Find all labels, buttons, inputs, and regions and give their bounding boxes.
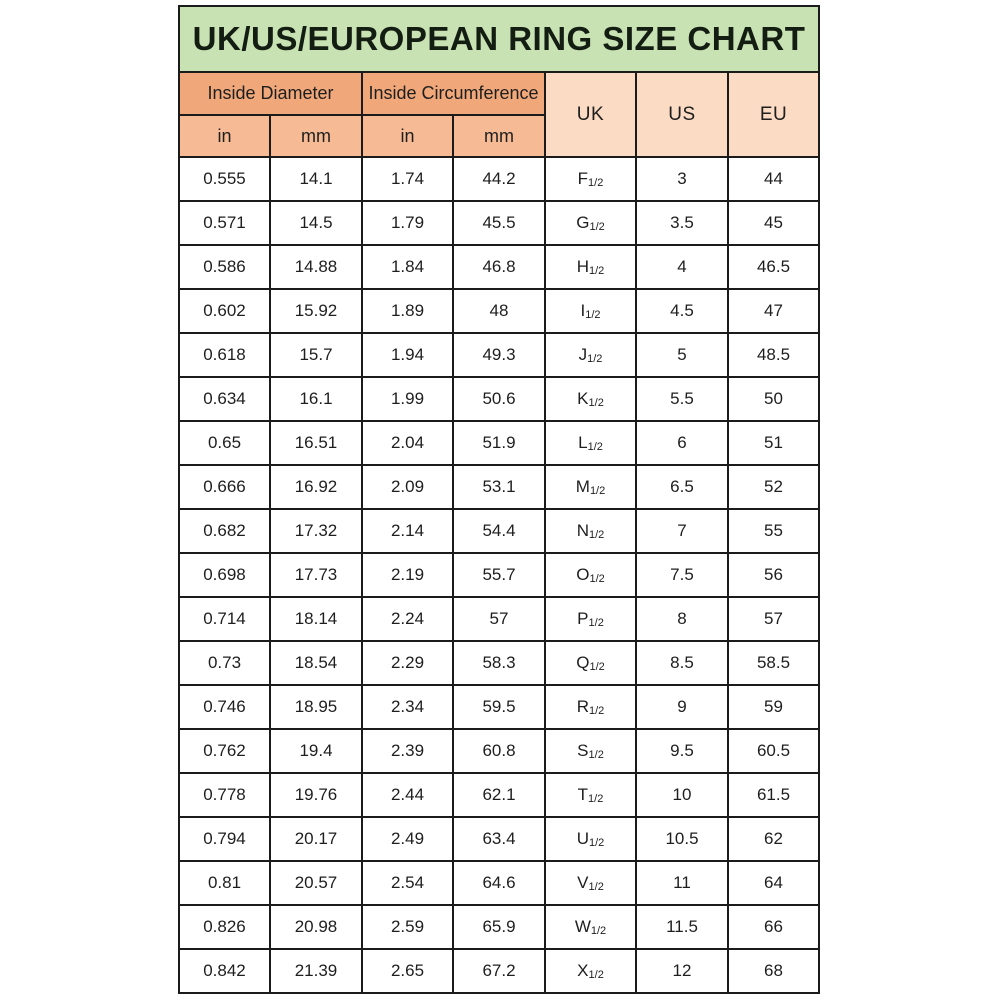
cell-circumference-mm: 60.8 <box>453 729 545 773</box>
cell-diameter-in: 0.714 <box>179 597 270 641</box>
uk-size-letter: U <box>576 829 589 848</box>
uk-size-letter: O <box>576 565 590 584</box>
cell-circumference-in: 1.89 <box>362 289 453 333</box>
table-row <box>179 289 819 333</box>
cell-diameter-mm: 14.1 <box>270 157 362 201</box>
uk-size-letter: Q <box>576 653 590 672</box>
table-row <box>179 685 819 729</box>
cell-us-size: 12 <box>636 949 728 993</box>
uk-size-letter: J <box>578 345 588 364</box>
uk-size-letter: W <box>574 917 591 936</box>
table-row <box>179 245 819 289</box>
uk-size-fraction: 1/2 <box>589 661 605 673</box>
table-row <box>179 157 819 201</box>
cell-circumference-mm: 64.6 <box>453 861 545 905</box>
cell-circumference-mm: 44.2 <box>453 157 545 201</box>
cell-circumference-in: 2.44 <box>362 773 453 817</box>
cell-diameter-in: 0.618 <box>179 333 270 377</box>
cell-eu-size: 61.5 <box>728 773 819 817</box>
uk-size-letter: N <box>576 521 589 540</box>
uk-size-letter: T <box>577 785 589 804</box>
cell-us-size: 7.5 <box>636 553 728 597</box>
cell-eu-size: 44 <box>728 157 819 201</box>
cell-circumference-in: 2.09 <box>362 465 453 509</box>
uk-size-fraction: 1/2 <box>585 309 601 321</box>
cell-circumference-mm: 57 <box>453 597 545 641</box>
uk-size-fraction: 1/2 <box>587 441 603 453</box>
cell-uk-size <box>545 421 636 465</box>
cell-uk-size <box>545 641 636 685</box>
uk-size-fraction: 1/2 <box>588 969 604 981</box>
cell-us-size: 5.5 <box>636 377 728 421</box>
table-row <box>179 553 819 597</box>
uk-size-letter: H <box>576 257 589 276</box>
cell-circumference-in: 2.54 <box>362 861 453 905</box>
cell-diameter-in: 0.842 <box>179 949 270 993</box>
uk-size-fraction: 1/2 <box>588 177 604 189</box>
cell-diameter-in: 0.602 <box>179 289 270 333</box>
uk-size-fraction: 1/2 <box>589 573 605 585</box>
cell-us-size: 9.5 <box>636 729 728 773</box>
cell-uk-size <box>545 289 636 333</box>
cell-diameter-in: 0.762 <box>179 729 270 773</box>
cell-circumference-mm: 53.1 <box>453 465 545 509</box>
uk-size-letter: P <box>577 609 589 628</box>
table-row <box>179 333 819 377</box>
cell-diameter-mm: 19.76 <box>270 773 362 817</box>
cell-diameter-mm: 21.39 <box>270 949 362 993</box>
cell-us-size: 6.5 <box>636 465 728 509</box>
cell-diameter-mm: 20.57 <box>270 861 362 905</box>
cell-circumference-in: 2.14 <box>362 509 453 553</box>
unit-header-circumference-mm: mm <box>453 115 545 157</box>
uk-size-fraction: 1/2 <box>588 705 605 717</box>
cell-us-size: 6 <box>636 421 728 465</box>
cell-diameter-in: 0.826 <box>179 905 270 949</box>
cell-eu-size: 52 <box>728 465 819 509</box>
cell-diameter-mm: 16.51 <box>270 421 362 465</box>
group-header-row <box>179 72 819 115</box>
table-row <box>179 817 819 861</box>
uk-size-letter: V <box>577 873 589 892</box>
cell-diameter-in: 0.682 <box>179 509 270 553</box>
cell-us-size: 3.5 <box>636 201 728 245</box>
uk-size-fraction: 1/2 <box>588 837 605 849</box>
cell-uk-size <box>545 201 636 245</box>
uk-size-fraction: 1/2 <box>590 925 607 937</box>
cell-eu-size: 51 <box>728 421 819 465</box>
uk-size-fraction: 1/2 <box>588 881 604 893</box>
cell-uk-size <box>545 377 636 421</box>
unit-header-circumference-in: in <box>362 115 453 157</box>
uk-size-letter: I <box>580 301 586 320</box>
table-row <box>179 377 819 421</box>
cell-uk-size <box>545 949 636 993</box>
cell-uk-size <box>545 817 636 861</box>
table-row <box>179 861 819 905</box>
uk-size-fraction: 1/2 <box>587 353 603 365</box>
header-eu: EU <box>728 72 819 157</box>
cell-diameter-mm: 14.88 <box>270 245 362 289</box>
cell-circumference-in: 2.65 <box>362 949 453 993</box>
uk-size-fraction: 1/2 <box>589 485 606 497</box>
cell-us-size: 9 <box>636 685 728 729</box>
cell-uk-size <box>545 509 636 553</box>
unit-header-diameter-mm: mm <box>270 115 362 157</box>
cell-eu-size: 55 <box>728 509 819 553</box>
cell-uk-size <box>545 157 636 201</box>
uk-size-letter: R <box>576 697 589 716</box>
table-row <box>179 465 819 509</box>
cell-diameter-in: 0.778 <box>179 773 270 817</box>
cell-diameter-mm: 18.95 <box>270 685 362 729</box>
header-uk: UK <box>545 72 636 157</box>
cell-circumference-mm: 65.9 <box>453 905 545 949</box>
cell-circumference-in: 2.39 <box>362 729 453 773</box>
cell-diameter-mm: 15.92 <box>270 289 362 333</box>
table-row <box>179 773 819 817</box>
cell-us-size: 10.5 <box>636 817 728 861</box>
cell-eu-size: 47 <box>728 289 819 333</box>
cell-diameter-mm: 17.32 <box>270 509 362 553</box>
uk-size-letter: S <box>577 741 589 760</box>
cell-uk-size <box>545 553 636 597</box>
cell-uk-size <box>545 773 636 817</box>
cell-diameter-in: 0.571 <box>179 201 270 245</box>
cell-circumference-mm: 48 <box>453 289 545 333</box>
cell-eu-size: 60.5 <box>728 729 819 773</box>
uk-size-letter: F <box>577 169 589 188</box>
cell-eu-size: 56 <box>728 553 819 597</box>
cell-diameter-in: 0.73 <box>179 641 270 685</box>
cell-diameter-in: 0.65 <box>179 421 270 465</box>
cell-diameter-in: 0.634 <box>179 377 270 421</box>
cell-diameter-mm: 18.14 <box>270 597 362 641</box>
cell-circumference-in: 1.74 <box>362 157 453 201</box>
table-row <box>179 421 819 465</box>
uk-size-fraction: 1/2 <box>588 617 604 629</box>
cell-diameter-mm: 16.1 <box>270 377 362 421</box>
cell-circumference-mm: 62.1 <box>453 773 545 817</box>
ring-size-chart-table <box>178 5 820 994</box>
cell-circumference-mm: 54.4 <box>453 509 545 553</box>
unit-header-diameter-in: in <box>179 115 270 157</box>
table-row <box>179 729 819 773</box>
cell-circumference-mm: 50.6 <box>453 377 545 421</box>
cell-eu-size: 59 <box>728 685 819 729</box>
cell-diameter-in: 0.586 <box>179 245 270 289</box>
cell-circumference-mm: 51.9 <box>453 421 545 465</box>
cell-diameter-mm: 16.92 <box>270 465 362 509</box>
cell-diameter-mm: 20.17 <box>270 817 362 861</box>
cell-us-size: 3 <box>636 157 728 201</box>
cell-diameter-mm: 20.98 <box>270 905 362 949</box>
title-row <box>179 6 819 72</box>
cell-diameter-mm: 18.54 <box>270 641 362 685</box>
cell-circumference-in: 1.79 <box>362 201 453 245</box>
cell-uk-size <box>545 905 636 949</box>
cell-circumference-in: 2.34 <box>362 685 453 729</box>
uk-size-letter: L <box>578 433 588 452</box>
table-header <box>179 6 819 157</box>
cell-circumference-mm: 67.2 <box>453 949 545 993</box>
cell-diameter-in: 0.81 <box>179 861 270 905</box>
cell-diameter-in: 0.698 <box>179 553 270 597</box>
table-row <box>179 509 819 553</box>
cell-uk-size <box>545 861 636 905</box>
cell-us-size: 5 <box>636 333 728 377</box>
table-row <box>179 949 819 993</box>
cell-us-size: 11.5 <box>636 905 728 949</box>
uk-size-letter: M <box>575 477 590 496</box>
cell-uk-size <box>545 245 636 289</box>
cell-eu-size: 46.5 <box>728 245 819 289</box>
cell-diameter-mm: 19.4 <box>270 729 362 773</box>
cell-circumference-in: 1.84 <box>362 245 453 289</box>
cell-eu-size: 50 <box>728 377 819 421</box>
cell-uk-size <box>545 333 636 377</box>
uk-size-fraction: 1/2 <box>589 221 605 233</box>
uk-size-letter: G <box>576 213 590 232</box>
cell-circumference-in: 1.99 <box>362 377 453 421</box>
cell-eu-size: 48.5 <box>728 333 819 377</box>
uk-size-letter: K <box>577 389 589 408</box>
cell-us-size: 8 <box>636 597 728 641</box>
uk-size-fraction: 1/2 <box>588 529 605 541</box>
cell-eu-size: 62 <box>728 817 819 861</box>
cell-circumference-in: 2.04 <box>362 421 453 465</box>
cell-circumference-mm: 46.8 <box>453 245 545 289</box>
header-us: US <box>636 72 728 157</box>
cell-uk-size <box>545 729 636 773</box>
cell-us-size: 10 <box>636 773 728 817</box>
cell-us-size: 7 <box>636 509 728 553</box>
cell-diameter-mm: 14.5 <box>270 201 362 245</box>
cell-eu-size: 57 <box>728 597 819 641</box>
cell-circumference-in: 2.49 <box>362 817 453 861</box>
cell-circumference-mm: 63.4 <box>453 817 545 861</box>
cell-eu-size: 64 <box>728 861 819 905</box>
cell-uk-size <box>545 685 636 729</box>
cell-circumference-in: 1.94 <box>362 333 453 377</box>
cell-diameter-in: 0.666 <box>179 465 270 509</box>
chart-title: UK/US/EUROPEAN RING SIZE CHART <box>179 6 819 72</box>
table-row <box>179 201 819 245</box>
cell-eu-size: 58.5 <box>728 641 819 685</box>
cell-eu-size: 45 <box>728 201 819 245</box>
uk-size-letter: X <box>577 961 589 980</box>
cell-circumference-mm: 49.3 <box>453 333 545 377</box>
uk-size-fraction: 1/2 <box>588 265 605 277</box>
cell-uk-size <box>545 465 636 509</box>
cell-circumference-mm: 45.5 <box>453 201 545 245</box>
table-body <box>179 157 819 993</box>
table-row <box>179 597 819 641</box>
cell-eu-size: 66 <box>728 905 819 949</box>
cell-diameter-in: 0.794 <box>179 817 270 861</box>
cell-circumference-mm: 58.3 <box>453 641 545 685</box>
cell-circumference-mm: 59.5 <box>453 685 545 729</box>
cell-us-size: 4.5 <box>636 289 728 333</box>
cell-us-size: 11 <box>636 861 728 905</box>
table-row <box>179 905 819 949</box>
cell-circumference-in: 2.29 <box>362 641 453 685</box>
cell-circumference-in: 2.19 <box>362 553 453 597</box>
cell-diameter-in: 0.746 <box>179 685 270 729</box>
cell-diameter-in: 0.555 <box>179 157 270 201</box>
uk-size-fraction: 1/2 <box>588 397 604 409</box>
cell-eu-size: 68 <box>728 949 819 993</box>
header-inside-diameter: Inside Diameter <box>179 72 362 115</box>
uk-size-fraction: 1/2 <box>588 793 604 805</box>
cell-diameter-mm: 15.7 <box>270 333 362 377</box>
cell-us-size: 4 <box>636 245 728 289</box>
cell-circumference-in: 2.24 <box>362 597 453 641</box>
header-inside-circumference: Inside Circumference <box>362 72 545 115</box>
cell-diameter-mm: 17.73 <box>270 553 362 597</box>
table-row <box>179 641 819 685</box>
uk-size-fraction: 1/2 <box>588 749 604 761</box>
cell-circumference-in: 2.59 <box>362 905 453 949</box>
cell-us-size: 8.5 <box>636 641 728 685</box>
cell-uk-size <box>545 597 636 641</box>
cell-circumference-mm: 55.7 <box>453 553 545 597</box>
